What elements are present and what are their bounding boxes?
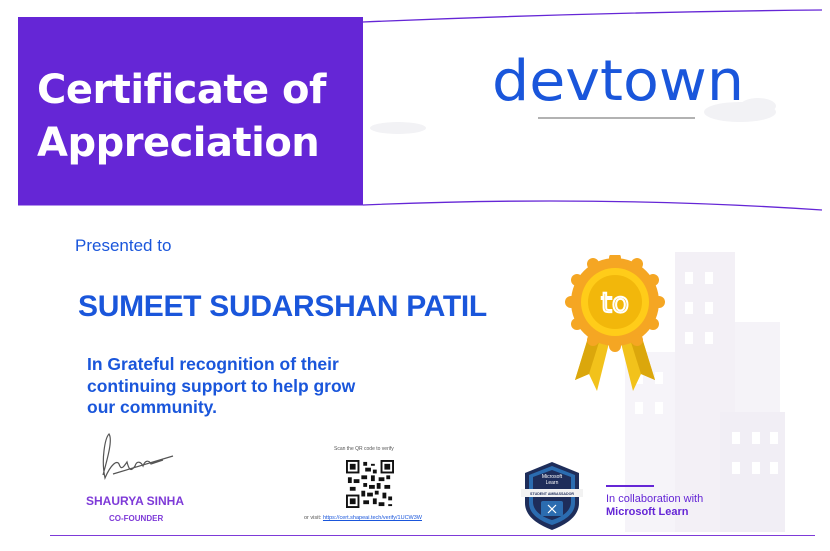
badge-brand-line-2: Learn — [545, 480, 559, 486]
verify-link[interactable]: https://cert.shapeai.tech/verify/1UCW3W — [322, 515, 422, 521]
certificate-title-line-1: Certificate of — [37, 67, 326, 113]
devtown-logo-text: devtown — [492, 49, 744, 114]
award-medal-icon — [565, 255, 665, 395]
badge-ribbon-text: STUDENT AMBASSADOR — [530, 492, 574, 496]
collaboration-partner: Microsoft Learn — [606, 506, 689, 518]
microsoft-learn-badge-icon — [521, 461, 583, 531]
recipient-name: SUMEET SUDARSHAN PATIL — [78, 290, 487, 323]
qr-code[interactable] — [346, 460, 394, 508]
recognition-text: In Grateful recognition of their continuing support to help grow our community. — [87, 354, 356, 417]
certificate-title-line-2: Appreciation — [37, 120, 320, 166]
signatory-name: SHAURYA SINHA — [86, 494, 185, 508]
verify-url-line — [304, 515, 422, 521]
bottom-divider — [50, 535, 815, 536]
medal-emblem-text: to — [600, 286, 630, 319]
scan-instruction: Scan the QR code to verify — [334, 446, 394, 452]
devtown-logo — [490, 45, 750, 125]
title-block — [18, 17, 363, 205]
badge-brand-line-1: Microsoft — [541, 474, 563, 480]
visit-prefix: or visit: — [304, 515, 323, 521]
signatory-role: CO-FOUNDER — [109, 514, 164, 523]
signature — [93, 430, 183, 490]
presented-to-label: Presented to — [75, 236, 172, 255]
collaboration-label: In collaboration with — [606, 493, 704, 505]
collaboration-divider — [606, 485, 654, 487]
